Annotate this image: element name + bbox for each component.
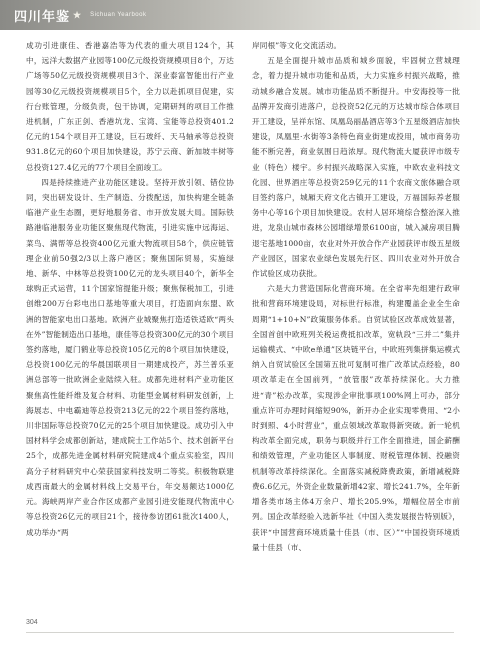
paragraph: 成功引进康佳、香港嘉浩等为代表的重大项目124个，其中，远洋大数据产业园等100亿元级投资规模项目8个，万达广场等50亿元级投资规模项目3个、深业泰富智能出行产业园等30亿元级投资规模项目5个，全力以赴抓项目促建，实行台账管理，分级负责，包干协调，定期研判的项目工作推进机制，广东正剑、香港坑龙、宝湾、宝能等总投资401.2亿元的154个项目开工建设，巨石玻纤、天马轴承等总投资931.8亿元的60个项目加快建设，苏宁云商、新加坡丰树等总投资127.4亿元的77个项目全面竣工。 [26,41,234,172]
footer-rule [26,632,454,633]
left-column [26,38,234,540]
paragraph: 六是大力营造国际化营商环境。在全省率先组建行政审批和营商环境建设局，对标世行标准，构建覆盖企业全生命周期“1+10+N”政策服务体系。自贸试验区改革成效显著，全国首创中欧班列关税运费抵扣改革，宽轨段“三并二”集并运输模式、“中欧e单通”区块链平台，中欧班列集拼集运模式纳入自贸试验区全国第五批可复制可推广改革试点经验，80项改革走在全国前列，“放管服”改革持续深化。大力推进“青”松办改革，实现涉企审批事项100%网上可办，部分重点许可办理时间缩短90%，新开办企业实现零费用、“2小时到照、4小时营业”，重点领域改革取得新突破。新一轮机构改革全面完成，职务与职级并行工作全面推进，国企薪酬和绩效管理，产业功能区人事制度、财税管理体制、投融资机制等改革持续深化。全面落实减税降费政策，新增减税降费6.6亿元，外资企业数量新增42家、增长241.7%，全年新增各类市场主体4万余户、增长205.9%，增幅位居全市前列。国企改革经验入选新华社《中国入类发展报告特别版》，获评“中国营商环境质量十佳县（市、区）”“中国投资环境质量十佳县（市、 [252,284,460,552]
right-column [252,38,460,555]
paragraph: 四是持续推进产业功能区建设。坚持开放引领、错位协同，突出研发设计、生产制造、分拨配送，加快构建全链条临港产业生态圈，更好地服务省、市开放发展大局。国际铁路港临港服务业功能区聚焦现代物流，引进实施中远海运、菜鸟、满帮等总投资400亿元重大物流项目58个，供应链管理企业前50强2/3以上落户港区；聚焦国际贸易，实施绿地、新华、中林等总投资100亿元的龙头项目40个，新华全球购正式运营，11个国家馆提能升级；聚焦保税加工，引进创维200万台彩电出口基地等重大项目，打造面向东盟、欧洲的智能家电出口基地。欧洲产业城聚焦打造适铁适欧“两头在外”智能制造出口基地，康佳等总投资300亿元的30个项目签约落地，厦门鹤业等总投资105亿元的8个项目加快建设，总投资100亿元的华晨国联项目一期建成投产，苏兰普乐亚洲总部等一批欧洲企业陆续入驻。成都先进材料产业功能区聚焦高性能纤维及复合材料、功能型金属材料研发创新，上海展志、中电霸迪等总投资213亿元的22个项目签约落地，川非国际等总投资70亿元的25个项目加快建设。成功引入中国材料学会成都创新站，建成院士工作站5个、技术创新平台25个，成都先进金属材料研究院建成4个重点实验室，四川高分子材料研究中心荣获国家科技发明二等奖。积极物联建成西南最大的金属材料线上交易平台，年交易额达1000亿元。海峡两岸产业合作区成都产业园引进安能现代物流中心等总投资26亿元的项目21个，接待参访团61批次1400人，成功举办“两 [26,177,234,537]
star-icon: ★ [73,9,82,20]
header-subtitle: Sichuan Yearbook [90,12,147,18]
paragraph: 五是全面提升城市品质和城乡面貌，牢固树立营城理念，着力提升城市功能和品质，大力实施乡村振兴战略，推动城乡融合发展。城市功能品质不断提升。中安海投等一批品牌开发商引进落户，总投资52亿元的万达城市综合体项目开工建设，呈祥东馆、凤凰岛丽晶酒店等3个五星级酒店加快建设，凤凰里·水街等3条特色商业街建成投用，城市商务功能不断完善，商业氛围日趋浓厚。现代物流大厦获评市级专业（特色）楼宇。乡村振兴战略深入实施，中欧农业科技文化园、世界酒庄等总投资259亿元的11个农商文旅体融合项目签约落户，城厢天府文化古镇开工建设，万福国际养老服务中心等16个项目加快建设。农村人居环境综合整治深入推进，龙泉山城市森林公园增绿增景6100亩，城入减房项目腾退宅基地1000亩，农业对外开放合作产业园获评市级五星级产业园区，国家农业绿色发展先行区、四川农业对外开放合作试验区成功获批。 [252,56,460,279]
logo-text: 四川年鉴 [14,8,71,24]
yearbook-logo [14,6,146,24]
paragraph: 岸同根”等文化交流活动。 [252,41,342,50]
page-number: 304 [26,619,38,626]
